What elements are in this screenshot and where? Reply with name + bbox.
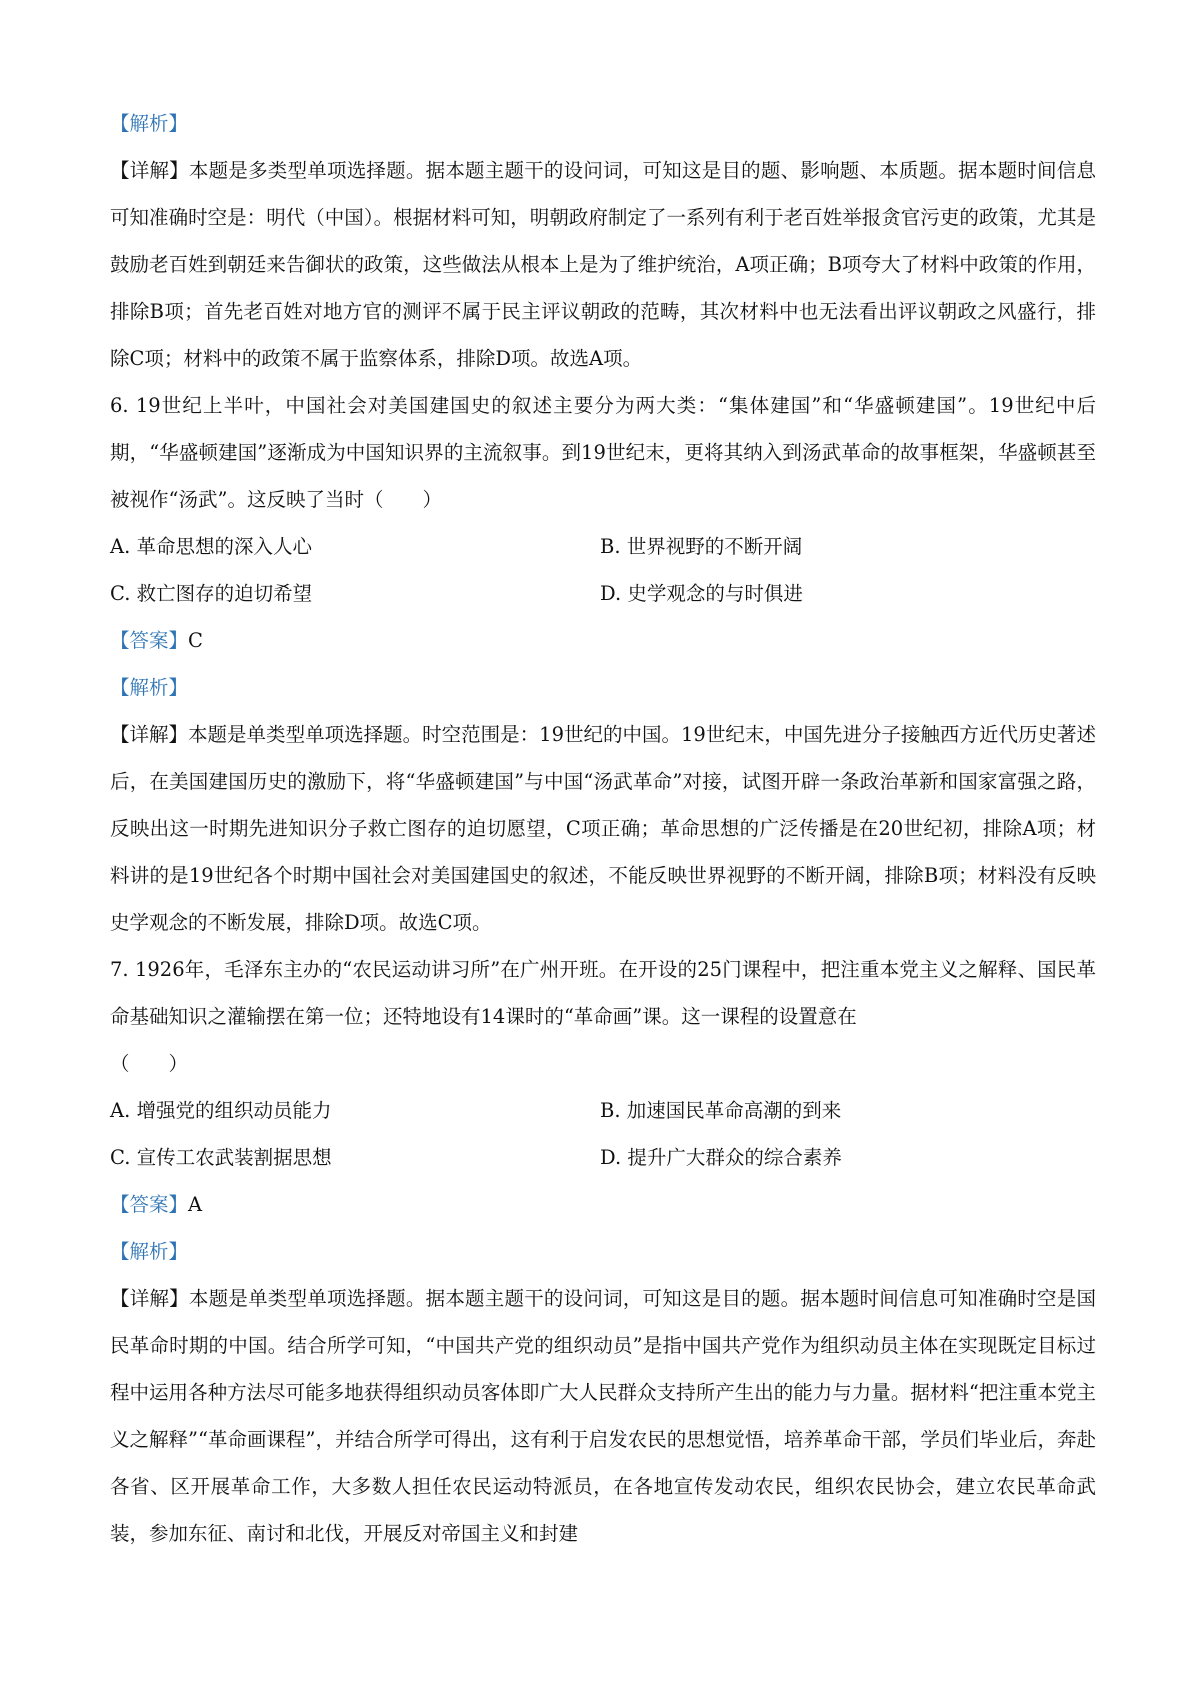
q7-answer <box>110 1181 1096 1228</box>
q7-detail-text: 本题是单类型单项选择题。据本题主题干的设问词，可知这是目的题。据本题时间信息可知准确时空是国民革命时期的中国。结合所学可知，“中国共产党的组织动员”是指中国共产党作为组织动员主体在实现既定目标过程中运用各种方法尽可能多地获得组织动员客体即广大人民群众支持所产生出的能力与力量。据材料“把注重本党主义之解释”“革命画课程”，并结合所学可得出，这有利于启发农民的思想觉悟，培养革命干部，学员们毕业后，奔赴各省、区开展革命工作，大多数人担任农民运动特派员，在各地宣传发动农民，组织农民协会，建立农民革命武装，参加东征、南讨和北伐，开展反对帝国主义和封建 <box>110 1287 1096 1545</box>
q7-answer-value: A <box>188 1193 203 1216</box>
prev-analysis-tag: 【解析】 <box>110 112 189 135</box>
q6-detail-text: 本题是单类型单项选择题。时空范围是：19世纪的中国。19世纪末，中国先进分子接触西方近代历史著述后，在美国建国历史的激励下，将“华盛顿建国”与中国“汤武革命”对接，试图开辟一条政治革新和国家富强之路，反映出这一时期先进知识分子救亡图存的迫切愿望，C项正确；革命思想的广泛传播是在20世纪初，排除A项；材料讲的是19世纪各个时期中国社会对美国建国史的叙述，不能反映世界视野的不断开阔，排除B项；材料没有反映史学观念的不断发展，排除D项。故选C项。 <box>110 723 1096 934</box>
q7-blank: （ ） <box>110 1052 189 1075</box>
q6-option-b: B. 世界视野的不断开阔 <box>600 535 803 558</box>
q6-options-row-1 <box>110 523 1096 570</box>
q7-stem: 7. 1926年，毛泽东主办的“农民运动讲习所”在广州开班。在开设的25门课程中，把注重本党主义之解释、国民革命基础知识之灌输摆在第一位；还特地设有14课时的“革命画”课。这一课程的设置意在 <box>110 958 1096 1028</box>
q7-analysis-tag: 【解析】 <box>110 1240 189 1263</box>
q6-option-d: D. 史学观念的与时俱进 <box>600 582 803 605</box>
q7-option-b: B. 加速国民革命高潮的到来 <box>600 1099 842 1122</box>
prev-detail-tag: 【详解】 <box>110 159 189 182</box>
q7-detail-tag: 【详解】 <box>110 1287 189 1310</box>
q6-answer <box>110 617 1096 664</box>
q6-detail-tag: 【详解】 <box>110 723 189 746</box>
prev-detail-text: 本题是多类型单项选择题。据本题主题干的设问词，可知这是目的题、影响题、本质题。据本题时间信息可知准确时空是：明代（中国）。根据材料可知，明朝政府制定了一系列有利于老百姓举报贪官污吏的政策，尤其是鼓励老百姓到朝廷来告御状的政策，这些做法从根本上是为了维护统治，A项正确；B项夸大了材料中政策的作用，排除B项；首先老百姓对地方官的测评不属于民主评议朝政的范畴，其次材料中也无法看出评议朝政之风盛行，排除C项；材料中的政策不属于监察体系，排除D项。故选A项。 <box>110 159 1096 370</box>
q6-option-c: C. 救亡图存的迫切希望 <box>110 582 313 605</box>
q6-stem: 6. 19世纪上半叶，中国社会对美国建国史的叙述主要分为两大类：“集体建国”和“华盛顿建国”。19世纪中后期，“华盛顿建国”逐渐成为中国知识界的主流叙事。到19世纪末，更将其纳入到汤武革命的故事框架，华盛顿甚至被视作“汤武”。这反映了当时（ ） <box>110 394 1096 511</box>
q7-detail <box>110 1275 1096 1557</box>
prev-detail <box>110 147 1096 382</box>
q7-options-row-1 <box>110 1087 1096 1134</box>
q6-options-row-2 <box>110 570 1096 617</box>
q6-detail <box>110 711 1096 946</box>
q6-answer-value: C <box>188 629 203 652</box>
q7-options-row-2 <box>110 1134 1096 1181</box>
q6-answer-tag: 【答案】 <box>110 629 189 652</box>
q6-option-a: A. 革命思想的深入人心 <box>110 535 312 558</box>
q7-answer-tag: 【答案】 <box>110 1193 189 1216</box>
q7-option-a: A. 增强党的组织动员能力 <box>110 1099 332 1122</box>
q7-option-d: D. 提升广大群众的综合素养 <box>600 1146 842 1169</box>
q6-analysis-tag: 【解析】 <box>110 676 189 699</box>
q7-option-c: C. 宣传工农武装割据思想 <box>110 1146 332 1169</box>
